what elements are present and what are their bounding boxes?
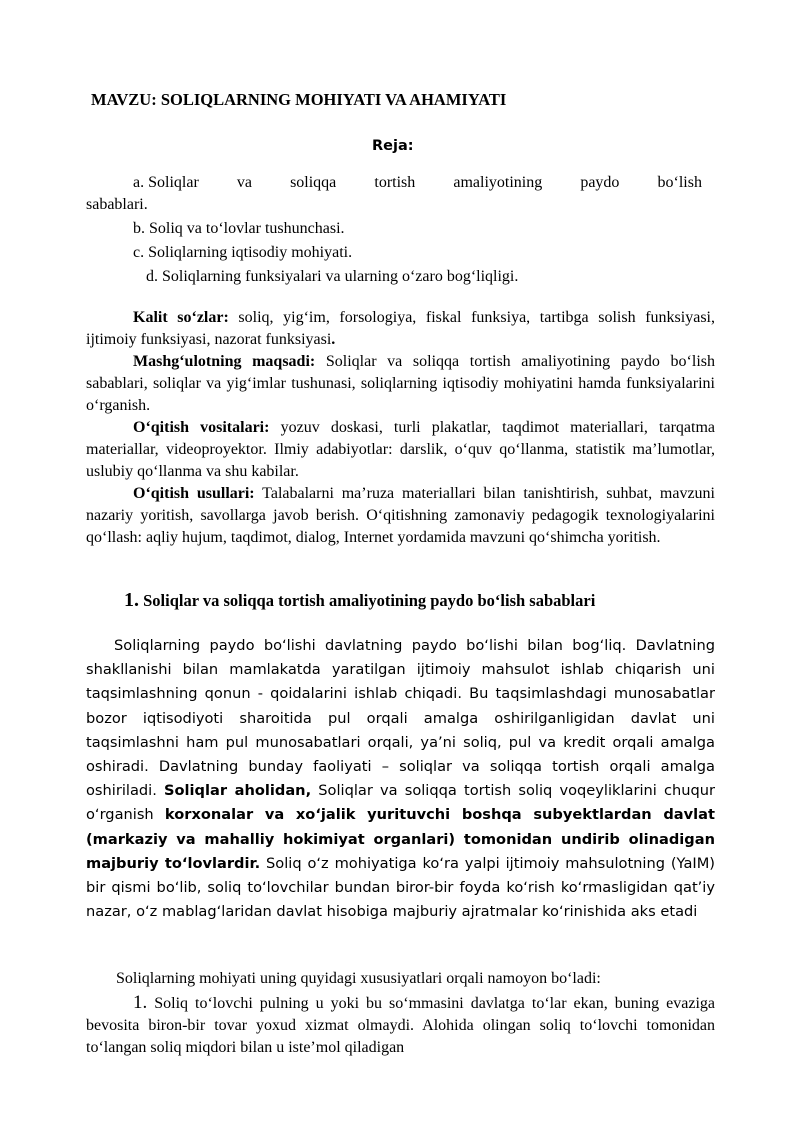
body-bold-part-1: Soliqlar aholidan, — [164, 782, 312, 800]
keywords-label: Kalit so‘zlar: — [133, 309, 229, 326]
keywords-text: soliq, yig‘im, forsologiya, fiskal funksiya, tartibga solish funksiyasi, ijtimoiy funksiyasi, nazorat funksiyasi — [86, 309, 715, 348]
plan-item-a-word: tortish — [374, 174, 416, 191]
essence-intro: Soliqlarning mohiyati uning quyidagi xususiyatlari orqali namoyon bo‘ladi: — [116, 970, 601, 987]
plan-item-d: d. Soliqlarning funksiyalari va ularning o‘zaro bog‘liqligi. — [146, 268, 519, 285]
lesson-goal-text: Soliqlar va soliqqa tortish amaliyotining paydo bo‘lish sabablari, soliqlar va yig‘imlar tushunasi, soliqlarning iqtisodiy mohiyatini hamda funksiyalarini o‘rganish. — [86, 353, 716, 414]
plan-item-a — [86, 172, 716, 194]
plan-item-a-word: a. Soliqlar — [133, 174, 199, 191]
essence-item-1 — [86, 992, 715, 1059]
keywords-tail: . — [331, 331, 336, 348]
lesson-goal-paragraph — [86, 351, 715, 417]
plan-item-a-word: paydo — [580, 174, 620, 191]
teaching-methods-text: Talabalarni ma’ruza materiallari bilan tanishtirish, suhbat, mavzuni nazariy yoritish, savollarga javob berish. O‘qitishning zamonaviy pedagogik texnologiyalarini qo‘llash: aqliy hujum, taqdimot, dialog, Internet yordamida mavzuni qo‘shimcha yoritish. — [86, 485, 715, 546]
plan-item-b: b. Soliq va to‘lovlar tushunchasi. — [133, 220, 345, 237]
teaching-methods-label: O‘qitish usullari: — [133, 485, 255, 502]
plan-list — [86, 172, 716, 288]
plan-item-c: c. Soliqlarning iqtisodiy mohiyati. — [133, 244, 353, 261]
document-title: MAVZU: SOLIQLARNING MOHIYATI VA AHAMIYATI — [91, 90, 507, 109]
section-1-title: Soliqlar va soliqqa tortish amaliyotining paydo bo‘lish sabablari — [139, 591, 596, 610]
plan-item-a-word: bo‘lish — [657, 174, 702, 191]
section-1-heading — [124, 589, 595, 612]
plan-heading: Reja: — [372, 138, 414, 154]
essence-item-1-number: 1. — [133, 992, 148, 1013]
section-1-body — [86, 634, 715, 924]
body-text-part-2: Soliqlar va soliqqa tortish soliq voqeyliklarini chuqur oʻrganish — [86, 782, 715, 824]
section-1-number: 1. — [124, 589, 139, 611]
teaching-tools-text: yozuv doskasi, turli plakatlar, taqdimot materiallari, tarqatma materiallar, videoproyektor. Ilmiy adabiyotlar: darslik, o‘quv qo‘llanma, statistik ma’lumotlar, uslubiy qo‘llanma va shu kabilar. — [86, 419, 715, 480]
body-paragraph — [86, 634, 715, 924]
body-text-part-3: Soliq oʻz mohiyatiga koʻra yalpi ijtimoiy mahsulotning (YaIM) bir qismi boʻlib, soliq toʻlovchilar bundan biror-bir foyda koʻrish koʻrmasligidan qat’iy nazar, oʻz mablagʻlaridan davlat hisobiga majburiy ajratmalar koʻrinishida aks etadi — [86, 854, 715, 921]
essence-item-1-text: Soliq to‘lovchi pulning u yoki bu so‘mmasini davlatga to‘lar ekan, buning evaziga bevosita biron-bir tovar yoxud xizmat olmaydi. Alohida olingan soliq to‘lovchi tomonidan to‘langan soliq miqdori bilan u iste’mol qiladigan — [86, 995, 715, 1056]
plan-item-a-word: va — [236, 174, 252, 191]
essence-block — [86, 968, 715, 1059]
plan-item-a-word: amaliyotining — [453, 174, 543, 191]
keywords-paragraph — [86, 307, 715, 351]
teaching-methods-paragraph — [86, 483, 715, 549]
body-bold-part-2: korxonalar va xoʻjalik yurituvchi boshqa subyektlardan davlat (markaziy va mahalliy hokimiyat organlari) tomonidan undirib olinadigan majburiy toʻlovlardir. — [86, 806, 715, 872]
teaching-tools-label: O‘qitish vositalari: — [133, 419, 270, 436]
body-text-part-1: Soliqlarning paydo boʻlishi davlatning paydo boʻlishi bilan bogʻliq. Davlatning shakllanishi bilan mamlakatda yaratilgan ijtimoiy mahsulot ishlab chiqarish uni taqsimlashning qonun - qoidalarini ishlab chiqadi. Bu taqsimlashdagi munosabatlar bozor iqtisodiyoti sharoitida pul orqali amalga oshirilganligidan davlat uni taqsimlashni ham pul munosabatlari orqali, ya’ni soliq, pul va kredit orqali amalga oshiradi. Davlatning bunday faoliyati – soliqlar va soliqqa tortish orqali amalga oshiriladi. — [86, 637, 715, 800]
plan-item-a-word: soliqqa — [290, 174, 337, 191]
lesson-info — [86, 307, 715, 549]
lesson-goal-label: Mashg‘ulotning maqsadi: — [133, 353, 316, 370]
teaching-tools-paragraph — [86, 417, 715, 483]
plan-item-a-continuation: sabablari. — [86, 196, 148, 213]
